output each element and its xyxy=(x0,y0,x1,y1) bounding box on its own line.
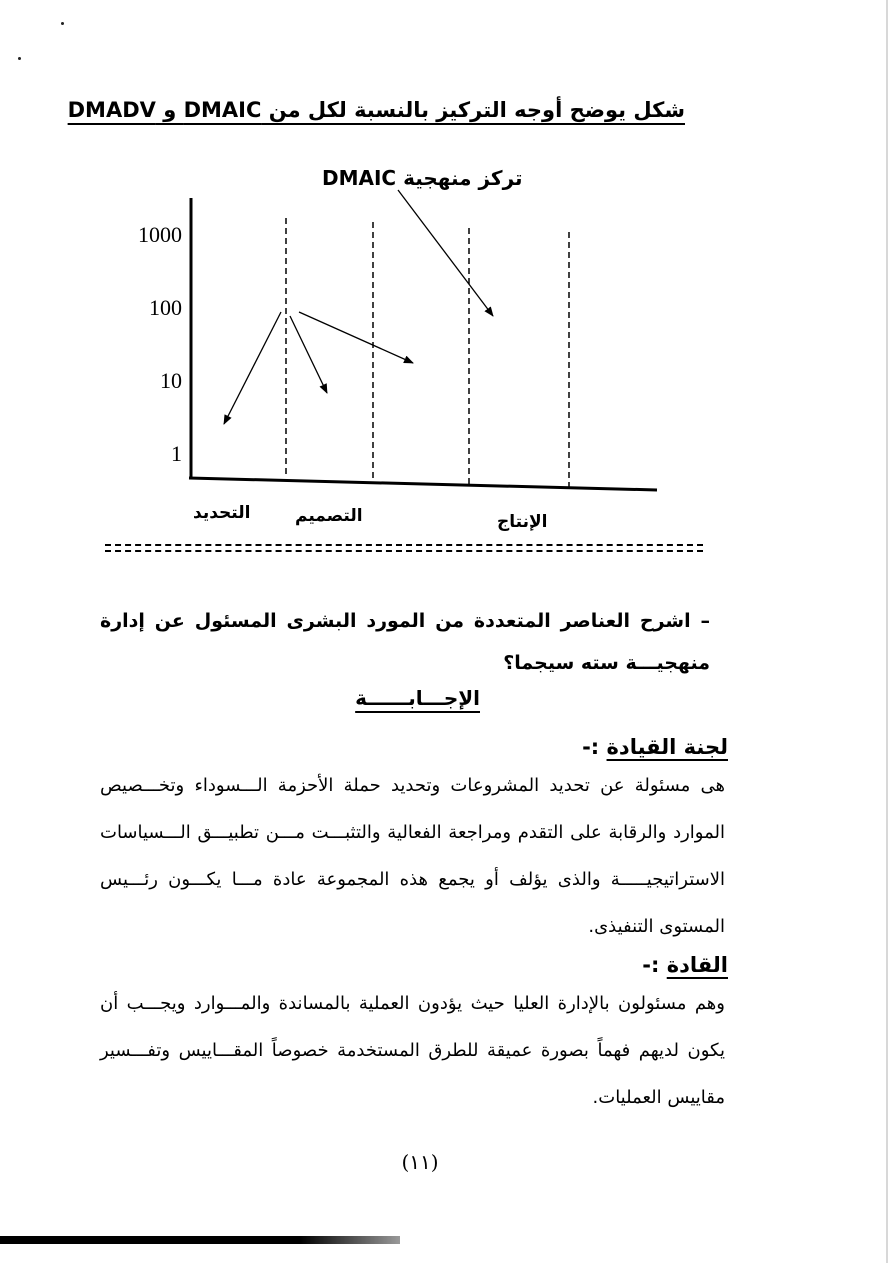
section-separator xyxy=(105,544,703,552)
x-axis xyxy=(189,478,657,490)
dmaic-focus-label: تركز منهجية DMAIC xyxy=(322,166,523,190)
x-label-production: الإنتاج xyxy=(497,512,548,532)
question-text: – اشرح العناصر المتعددة من المورد البشرى المسئول عن إدارة منهجيـــة سته سيجما؟ xyxy=(100,610,710,674)
x-label-define: التحديد xyxy=(193,503,251,523)
section-heading-suffix: :- xyxy=(582,735,600,759)
focus-arrow xyxy=(398,190,493,316)
figure-title: شكل يوضح أوجه التركيز بالنسبة لكل من DMAIC و DMADV xyxy=(67,98,685,122)
y-tick-label: 100 xyxy=(149,295,182,320)
focus-arrow xyxy=(299,312,413,363)
scan-bottom-bar xyxy=(0,1236,400,1244)
y-tick-label: 1 xyxy=(171,441,182,466)
section-paragraph: وهم مسئولون بالإدارة العليا حيث يؤدون العملية بالمساندة والمـــوارد ويجـــب أن يكون لديهم فهماً بصورة عميقة للطرق المستخدمة خصوصاً المقـــاييس وتفـــسير مقاييس العمليات. xyxy=(100,993,725,1108)
section-heading-text: القادة xyxy=(666,953,728,977)
section-paragraph: هى مسئولة عن تحديد المشروعات وتحديد حملة الأحزمة الـــسوداء وتخـــصيص الموارد والرقابة على التقدم ومراجعة الفعالية والتثبـــت مـــن تطبيـــق الـــسياسات الاستراتيجيـــــة والذى يؤلف أو يجمع هذه المجموعة عادة مـــا يكـــون رئـــيس المستوى التنفيذى. xyxy=(100,775,725,937)
y-tick-label: 10 xyxy=(160,368,182,393)
answer-heading: الإجـــابــــــة xyxy=(355,686,480,710)
focus-arrow xyxy=(224,312,281,424)
x-label-design: التصميم xyxy=(295,506,363,526)
section-heading-text: لجنة القيادة xyxy=(606,735,728,759)
focus-arrow xyxy=(290,316,327,393)
section-heading-suffix: :- xyxy=(642,953,660,977)
page-number: (١١) xyxy=(401,1150,439,1174)
y-tick-label: 1000 xyxy=(138,222,182,247)
section-heading xyxy=(582,735,728,759)
section-heading xyxy=(642,953,728,977)
